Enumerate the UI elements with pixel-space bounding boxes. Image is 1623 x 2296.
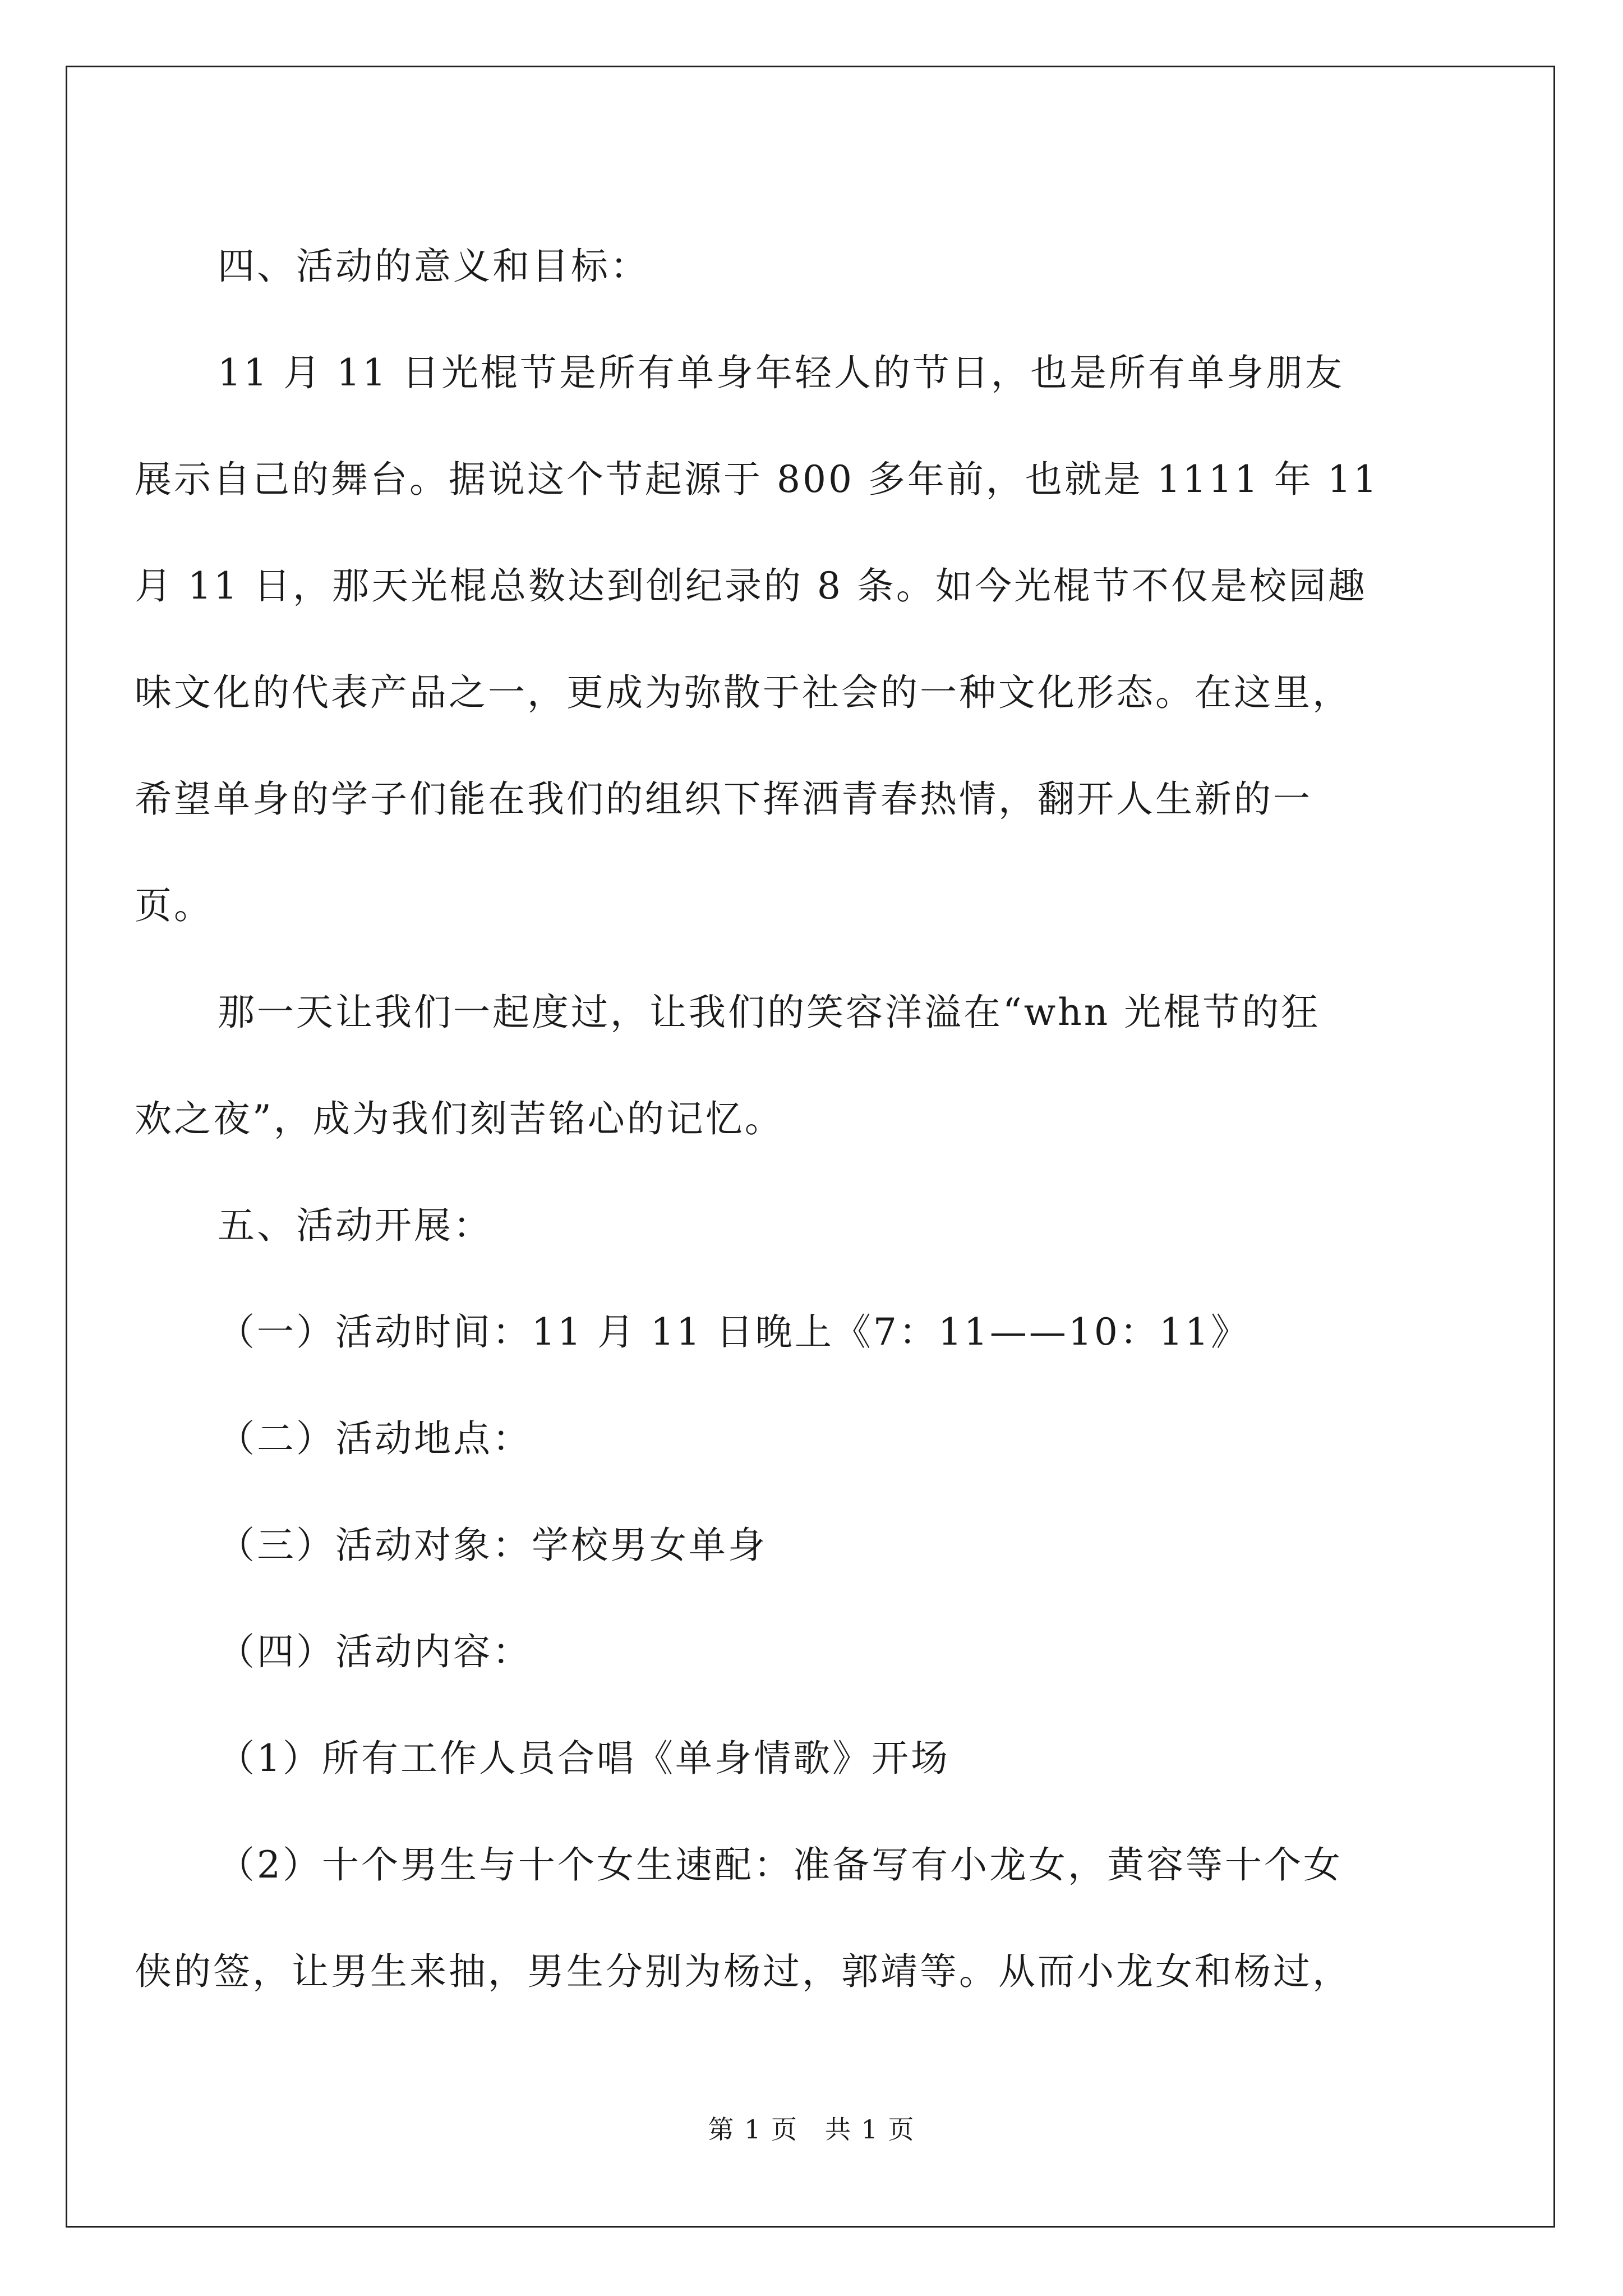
section-heading-meaning: 四、活动的意义和目标： [218,245,649,288]
paragraph-line: 侠的签，让男生来抽，男生分别为杨过，郭靖等。从而小龙女和杨过， [135,1950,1352,1993]
item-activity-time: （一）活动时间：11 月 11 日晚上《7：11——10：11》 [218,1310,1250,1354]
item-activity-place: （二）活动地点： [218,1417,532,1460]
sub-item-opening-song: （1）所有工作人员合唱《单身情歌》开场 [218,1737,950,1780]
paragraph-line: 页。 [135,884,213,927]
paragraph-line: 欢之夜”，成为我们刻苦铭心的记忆。 [135,1097,784,1140]
paragraph-line: 展示自己的舞台。据说这个节起源于 800 多年前，也就是 1111 年 11 [135,458,1379,501]
page-number-footer: 第 1 页 共 1 页 [708,2114,915,2145]
paragraph-meaning [135,320,1475,959]
paragraph-line: 月 11 日，那天光棍总数达到创纪录的 8 条。如今光棍节不仅是校园趣 [135,564,1367,608]
paragraph-line: 11 月 11 日光棍节是所有单身年轻人的节日，也是所有单身朋友 [218,351,1344,394]
paragraph-line: 希望单身的学子们能在我们的组织下挥洒青春热情，翻开人生新的一 [135,777,1312,821]
document-body [135,213,1475,2025]
section-heading-activities: 五、活动开展： [218,1204,492,1247]
item-activity-content: （四）活动内容： [218,1630,532,1673]
item-activity-target: （三）活动对象：学校男女单身 [218,1524,767,1567]
paragraph-line: 味文化的代表产品之一，更成为弥散于社会的一种文化形态。在这里， [135,671,1352,714]
sub-item-speed-dating [135,1812,1475,2025]
paragraph-line: 那一天让我们一起度过，让我们的笑容洋溢在“whn 光棍节的狂 [218,991,1321,1034]
paragraph-night [135,959,1475,1172]
paragraph-line: （2）十个男生与十个女生速配：准备写有小龙女，黄容等十个女 [218,1843,1343,1887]
